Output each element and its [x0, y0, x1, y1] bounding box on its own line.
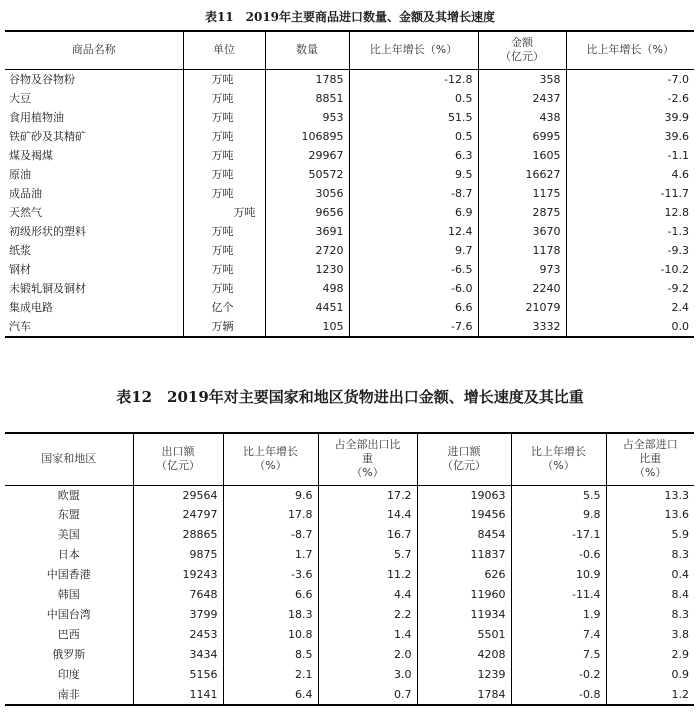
- header-amount-growth: 比上年增长（%）: [566, 31, 694, 69]
- cell-quantity-growth: 6.3: [349, 146, 478, 165]
- cell-amount: 3332: [478, 317, 566, 337]
- cell-commodity-name: 大豆: [9, 91, 31, 105]
- cell-export: 1141: [133, 685, 223, 706]
- cell-amount-growth: 2.4: [566, 298, 694, 317]
- table-row: [5, 685, 694, 706]
- cell-quantity-growth: 6.9: [349, 203, 478, 222]
- header-unit: 单位: [183, 31, 265, 69]
- cell-amount-growth: -10.2: [566, 260, 694, 279]
- table-row: [5, 565, 694, 585]
- cell-import-share: 13.6: [606, 505, 694, 525]
- cell-commodity-name: 初级形状的塑料: [9, 224, 86, 238]
- cell-region: 美国: [57, 528, 80, 542]
- cell-region: 东盟: [57, 508, 80, 522]
- cell-import: 1784: [417, 685, 511, 706]
- cell-export-share: 4.4: [318, 585, 417, 605]
- cell-unit: 万吨: [183, 165, 265, 184]
- table-row: [5, 279, 694, 298]
- cell-commodity-name: 汽车: [9, 319, 31, 333]
- cell-quantity: 4451: [265, 298, 349, 317]
- cell-export-growth: 1.7: [223, 545, 318, 565]
- cell-import-growth: 9.8: [511, 505, 606, 525]
- cell-commodity-name: 钢材: [9, 262, 31, 276]
- cell-amount: 438: [478, 108, 566, 127]
- cell-export: 28865: [133, 525, 223, 545]
- cell-amount-growth: -9.2: [566, 279, 694, 298]
- cell-amount-growth: -1.3: [566, 222, 694, 241]
- table-row: [5, 625, 694, 645]
- cell-export-growth: 9.6: [223, 485, 318, 505]
- cell-import-share: 13.3: [606, 485, 694, 505]
- cell-commodity-name: 原油: [9, 167, 31, 181]
- cell-export: 19243: [133, 565, 223, 585]
- cell-unit: 万吨: [183, 127, 265, 146]
- cell-amount: 21079: [478, 298, 566, 317]
- cell-quantity-growth: 6.6: [349, 298, 478, 317]
- cell-export: 5156: [133, 665, 223, 685]
- cell-import-growth: -0.6: [511, 545, 606, 565]
- cell-amount: 1175: [478, 184, 566, 203]
- cell-import: 8454: [417, 525, 511, 545]
- cell-quantity: 50572: [265, 165, 349, 184]
- cell-unit: 万吨: [183, 241, 265, 260]
- cell-region: 印度: [57, 667, 80, 681]
- table-row: [5, 127, 694, 146]
- cell-quantity: 106895: [265, 127, 349, 146]
- cell-region: 韩国: [57, 588, 80, 602]
- cell-commodity-name: 天然气: [9, 205, 42, 219]
- cell-region: 中国香港: [46, 568, 91, 582]
- cell-export-growth: 6.4: [223, 685, 318, 706]
- cell-commodity-name: 纸浆: [9, 243, 31, 257]
- table-row: [5, 203, 694, 222]
- cell-quantity: 8851: [265, 89, 349, 108]
- cell-region: 巴西: [57, 627, 80, 641]
- table-header-row: [5, 433, 694, 485]
- cell-commodity-name: 煤及褐煤: [9, 148, 53, 162]
- cell-import: 11960: [417, 585, 511, 605]
- cell-unit: 万吨: [183, 203, 265, 222]
- cell-quantity-growth: 9.5: [349, 165, 478, 184]
- table-row: [5, 665, 694, 685]
- cell-export-growth: 18.3: [223, 605, 318, 625]
- cell-import-share: 8.3: [606, 545, 694, 565]
- cell-quantity-growth: -7.6: [349, 317, 478, 337]
- cell-unit: 亿个: [183, 298, 265, 317]
- cell-import: 11837: [417, 545, 511, 565]
- cell-commodity-name: 谷物及谷物粉: [9, 72, 75, 86]
- cell-quantity-growth: -6.0: [349, 279, 478, 298]
- cell-export: 3434: [133, 645, 223, 665]
- cell-unit: 万吨: [183, 279, 265, 298]
- cell-commodity-name: 成品油: [9, 186, 42, 200]
- cell-export: 3799: [133, 605, 223, 625]
- cell-export-share: 3.0: [318, 665, 417, 685]
- header-quantity: 数量: [265, 31, 349, 69]
- cell-amount: 2875: [478, 203, 566, 222]
- table-11-caption: 表11 2019年主要商品进口数量、金额及其增长速度: [204, 10, 496, 24]
- cell-amount: 2437: [478, 89, 566, 108]
- cell-export-share: 17.2: [318, 485, 417, 505]
- cell-import-share: 2.9: [606, 645, 694, 665]
- cell-export-share: 16.7: [318, 525, 417, 545]
- cell-export-growth: 10.8: [223, 625, 318, 645]
- header-amount: 金额 （亿元）: [478, 31, 566, 69]
- cell-import-growth: 10.9: [511, 565, 606, 585]
- cell-export: 24797: [133, 505, 223, 525]
- cell-quantity: 1230: [265, 260, 349, 279]
- cell-import: 11934: [417, 605, 511, 625]
- cell-import-growth: -0.2: [511, 665, 606, 685]
- cell-commodity-name: 铁矿砂及其精矿: [9, 129, 86, 143]
- cell-commodity-name: 集成电路: [9, 300, 53, 314]
- cell-quantity: 3691: [265, 222, 349, 241]
- table-12-caption: 表12 2019年对主要国家和地区货物进出口金额、增长速度及其比重: [116, 388, 584, 406]
- cell-unit: 万吨: [183, 89, 265, 108]
- cell-export: 29564: [133, 485, 223, 505]
- cell-export-growth: 8.5: [223, 645, 318, 665]
- cell-amount: 3670: [478, 222, 566, 241]
- cell-quantity: 9656: [265, 203, 349, 222]
- cell-unit: 万吨: [183, 146, 265, 165]
- table-row: [5, 545, 694, 565]
- cell-unit: 万吨: [183, 69, 265, 89]
- cell-export: 7648: [133, 585, 223, 605]
- table-row: [5, 605, 694, 625]
- cell-import-share: 8.3: [606, 605, 694, 625]
- cell-amount: 973: [478, 260, 566, 279]
- table-row: [5, 525, 694, 545]
- header-quantity-growth: 比上年增长（%）: [349, 31, 478, 69]
- cell-amount-growth: 39.9: [566, 108, 694, 127]
- cell-import: 19063: [417, 485, 511, 505]
- cell-amount: 6995: [478, 127, 566, 146]
- cell-unit: 万吨: [183, 260, 265, 279]
- cell-quantity: 3056: [265, 184, 349, 203]
- table-row: [5, 260, 694, 279]
- header-import: 进口额 （亿元）: [417, 433, 511, 485]
- cell-import-growth: -17.1: [511, 525, 606, 545]
- table-row: [5, 241, 694, 260]
- cell-export-growth: -8.7: [223, 525, 318, 545]
- cell-region: 南非: [57, 687, 80, 701]
- cell-quantity: 498: [265, 279, 349, 298]
- cell-export-share: 1.4: [318, 625, 417, 645]
- table-header-row: [5, 31, 694, 69]
- cell-export-growth: 17.8: [223, 505, 318, 525]
- cell-unit: 万吨: [183, 108, 265, 127]
- table-row: [5, 108, 694, 127]
- cell-import-growth: -11.4: [511, 585, 606, 605]
- cell-export-share: 14.4: [318, 505, 417, 525]
- cell-quantity-growth: 12.4: [349, 222, 478, 241]
- cell-import: 626: [417, 565, 511, 585]
- table-row: [5, 585, 694, 605]
- cell-region: 日本: [57, 548, 80, 562]
- cell-quantity-growth: 51.5: [349, 108, 478, 127]
- cell-amount-growth: 12.8: [566, 203, 694, 222]
- cell-import-share: 0.9: [606, 665, 694, 685]
- cell-amount: 1605: [478, 146, 566, 165]
- table-row: [5, 222, 694, 241]
- table-row: [5, 146, 694, 165]
- table-row: [5, 645, 694, 665]
- cell-amount-growth: 4.6: [566, 165, 694, 184]
- cell-import-growth: 5.5: [511, 485, 606, 505]
- cell-import: 19456: [417, 505, 511, 525]
- cell-export-share: 5.7: [318, 545, 417, 565]
- cell-import-share: 0.4: [606, 565, 694, 585]
- cell-quantity-growth: -12.8: [349, 69, 478, 89]
- cell-quantity: 2720: [265, 241, 349, 260]
- cell-amount-growth: -11.7: [566, 184, 694, 203]
- cell-import: 4208: [417, 645, 511, 665]
- cell-export-share: 0.7: [318, 685, 417, 706]
- cell-quantity: 1785: [265, 69, 349, 89]
- cell-export-growth: 6.6: [223, 585, 318, 605]
- cell-export: 9875: [133, 545, 223, 565]
- header-export-share: 占全部出口比 重 （%）: [318, 433, 417, 485]
- cell-quantity: 29967: [265, 146, 349, 165]
- cell-quantity-growth: 0.5: [349, 89, 478, 108]
- cell-import-share: 3.8: [606, 625, 694, 645]
- cell-import-share: 8.4: [606, 585, 694, 605]
- table-row: [5, 69, 694, 89]
- table-row: [5, 505, 694, 525]
- cell-import-share: 5.9: [606, 525, 694, 545]
- cell-import-share: 1.2: [606, 685, 694, 706]
- cell-quantity-growth: -6.5: [349, 260, 478, 279]
- table-row: [5, 184, 694, 203]
- header-export: 出口额 （亿元）: [133, 433, 223, 485]
- cell-unit: 万辆: [183, 317, 265, 337]
- cell-import-growth: -0.8: [511, 685, 606, 706]
- cell-amount-growth: -7.0: [566, 69, 694, 89]
- header-commodity: 商品名称: [5, 31, 183, 69]
- table-row: [5, 165, 694, 184]
- cell-unit: 万吨: [183, 184, 265, 203]
- cell-quantity: 105: [265, 317, 349, 337]
- cell-quantity: 953: [265, 108, 349, 127]
- cell-amount-growth: -9.3: [566, 241, 694, 260]
- cell-region: 俄罗斯: [52, 647, 86, 661]
- cell-amount-growth: 0.0: [566, 317, 694, 337]
- cell-commodity-name: 未锻轧铜及铜材: [9, 281, 86, 295]
- cell-quantity-growth: -8.7: [349, 184, 478, 203]
- cell-export-growth: 2.1: [223, 665, 318, 685]
- table-row: [5, 89, 694, 108]
- cell-amount-growth: 39.6: [566, 127, 694, 146]
- table-row: [5, 485, 694, 505]
- cell-region: 欧盟: [57, 488, 80, 502]
- cell-import-growth: 7.4: [511, 625, 606, 645]
- header-export-growth: 比上年增长 （%）: [223, 433, 318, 485]
- cell-amount: 358: [478, 69, 566, 89]
- table-row: [5, 298, 694, 317]
- cell-commodity-name: 食用植物油: [9, 110, 64, 124]
- cell-amount: 2240: [478, 279, 566, 298]
- table-12-trade-partners: [5, 432, 694, 706]
- cell-quantity-growth: 0.5: [349, 127, 478, 146]
- cell-export-share: 2.0: [318, 645, 417, 665]
- cell-export: 2453: [133, 625, 223, 645]
- cell-unit: 万吨: [183, 222, 265, 241]
- cell-amount-growth: -2.6: [566, 89, 694, 108]
- cell-import: 5501: [417, 625, 511, 645]
- cell-amount: 16627: [478, 165, 566, 184]
- cell-export-share: 2.2: [318, 605, 417, 625]
- cell-region: 中国台湾: [46, 607, 91, 621]
- cell-import: 1239: [417, 665, 511, 685]
- header-import-growth: 比上年增长 （%）: [511, 433, 606, 485]
- header-import-share: 占全部进口 比重 （%）: [606, 433, 694, 485]
- cell-amount: 1178: [478, 241, 566, 260]
- table-row: [5, 317, 694, 337]
- cell-amount-growth: -1.1: [566, 146, 694, 165]
- cell-import-growth: 7.5: [511, 645, 606, 665]
- table-11-imports: [5, 30, 694, 338]
- cell-quantity-growth: 9.7: [349, 241, 478, 260]
- header-region: 国家和地区: [5, 433, 133, 485]
- cell-export-growth: -3.6: [223, 565, 318, 585]
- cell-import-growth: 1.9: [511, 605, 606, 625]
- cell-export-share: 11.2: [318, 565, 417, 585]
